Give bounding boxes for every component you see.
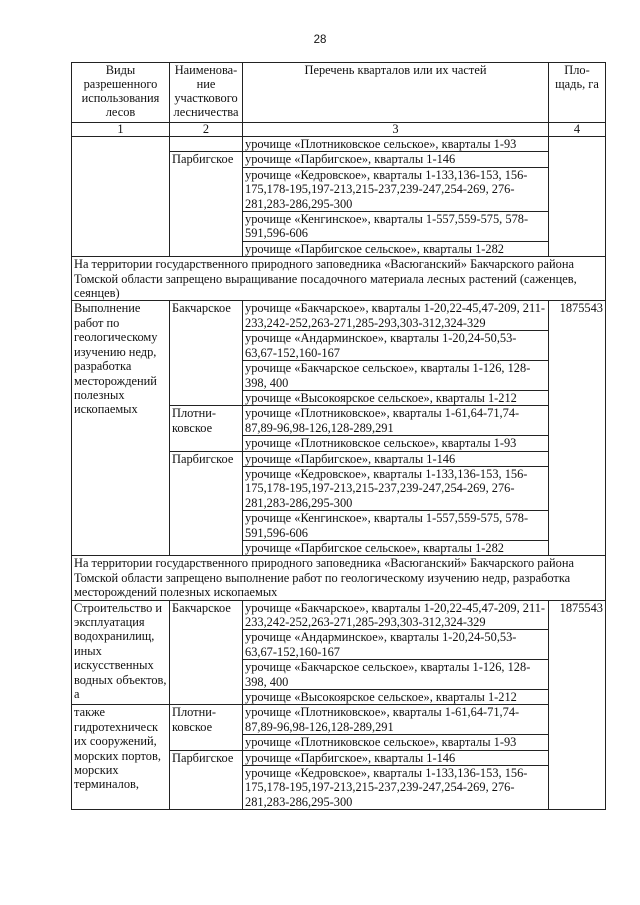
- forestry-name-cell: Парбигское: [170, 750, 243, 810]
- use-type-cell: [72, 137, 170, 257]
- table-numbering-row: [72, 123, 606, 137]
- quarters-cell: урочище «Плотниковское сельское», кварталы 1-93: [243, 436, 549, 451]
- use-type-cell: также гидротехническ их сооружений, морских портов, морских терминалов,: [72, 705, 170, 810]
- quarters-cell: урочище «Высокоярское сельское», кварталы 1-212: [243, 390, 549, 405]
- quarters-cell: урочище «Высокоярское сельское», кварталы 1-212: [243, 690, 549, 705]
- quarters-cell: урочище «Парбигское», кварталы 1-146: [243, 451, 549, 466]
- forestry-name-cell: Парбигское: [170, 152, 243, 257]
- quarters-cell: урочище «Парбигское сельское», кварталы 1-282: [243, 241, 549, 256]
- use-type-cell: Выполнение работ по геологическому изучению недр, разработка месторождений полезных ископаемых: [72, 301, 170, 556]
- column-number: 4: [549, 123, 606, 137]
- header-forestry-name: Наименова-ние участкового лесничества: [170, 63, 243, 123]
- quarters-cell: урочище «Кедровское», кварталы 1-133,136-153, 156-175,178-195,197-213,215-237,239-247,254-269, 276-281,283-286,295-300: [243, 466, 549, 510]
- quarters-cell: урочище «Бакчарское сельское», кварталы 1-126, 128-398, 400: [243, 361, 549, 391]
- quarters-cell: урочище «Плотниковское», кварталы 1-61,64-71,74-87,89-96,98-126,128-289,291: [243, 705, 549, 735]
- quarters-cell: урочище «Парбигское», кварталы 1-146: [243, 750, 549, 765]
- area-cell: [549, 137, 606, 257]
- table-row: [72, 600, 606, 630]
- forestry-name-cell: Плотни-ковское: [170, 705, 243, 750]
- column-number: 3: [243, 123, 549, 137]
- header-area: Пло-щадь, га: [549, 63, 606, 123]
- table-row: [72, 301, 606, 331]
- quarters-cell: урочище «Парбигское сельское», кварталы 1-282: [243, 540, 549, 555]
- quarters-cell: урочище «Кедровское», кварталы 1-133,136-153, 156-175,178-195,197-213,215-237,239-247,254-269, 276-281,283-286,295-300: [243, 766, 549, 810]
- forestry-name-cell: Плотни-ковское: [170, 406, 243, 451]
- area-cell: 1875543: [549, 600, 606, 810]
- quarters-cell: урочище «Кенгинское», кварталы 1-557,559-575, 578-591,596-606: [243, 511, 549, 541]
- table-note-row: [72, 556, 606, 600]
- page-number: 28: [313, 34, 327, 46]
- quarters-cell: урочище «Бакчарское», кварталы 1-20,22-45,47-209, 211-233,242-252,263-271,285-293,303-312,324-329: [243, 600, 549, 630]
- quarters-cell: урочище «Плотниковское», кварталы 1-61,64-71,74-87,89-96,98-126,128-289,291: [243, 406, 549, 436]
- forestry-name-cell: Бакчарское: [170, 600, 243, 705]
- table-note-row: [72, 257, 606, 301]
- table-header-row: [72, 63, 606, 123]
- forest-use-table: [71, 62, 606, 810]
- table-row: [72, 137, 606, 152]
- quarters-cell: урочище «Бакчарское», кварталы 1-20,22-45,47-209, 211-233,242-252,263-271,285-293,303-312,324-329: [243, 301, 549, 331]
- quarters-cell: урочище «Андарминское», кварталы 1-20,24-50,53-63,67-152,160-167: [243, 331, 549, 361]
- quarters-cell: урочище «Андарминское», кварталы 1-20,24-50,53-63,67-152,160-167: [243, 630, 549, 660]
- column-number: 1: [72, 123, 170, 137]
- quarters-cell: урочище «Плотниковское сельское», кварталы 1-93: [243, 735, 549, 750]
- restriction-note: На территории государственного природного заповедника «Васюганский» Бакчарского района Томской области запрещено выполнение работ по геологическому изучению недр, разработка месторождений полезных ископаемых: [72, 556, 606, 600]
- forestry-name-cell: Парбигское: [170, 451, 243, 556]
- restriction-note: На территории государственного природного заповедника «Васюганский» Бакчарского района Томской области запрещено выращивание посадочного материала лесных растений (саженцев, сеянцев): [72, 257, 606, 301]
- header-quarters-list: Перечень кварталов или их частей: [243, 63, 549, 123]
- forestry-name-cell: [170, 137, 243, 152]
- column-number: 2: [170, 123, 243, 137]
- area-cell: 1875543: [549, 301, 606, 556]
- quarters-cell: урочище «Плотниковское сельское», кварталы 1-93: [243, 137, 549, 152]
- header-use-type: Виды разрешенного использования лесов: [72, 63, 170, 123]
- quarters-cell: урочище «Парбигское», кварталы 1-146: [243, 152, 549, 167]
- use-type-cell: Строительство и эксплуатация водохранилищ, иных искусственных водных объектов, а: [72, 600, 170, 705]
- quarters-cell: урочище «Бакчарское сельское», кварталы 1-126, 128-398, 400: [243, 660, 549, 690]
- quarters-cell: урочище «Кенгинское», кварталы 1-557,559-575, 578-591,596-606: [243, 212, 549, 242]
- quarters-cell: урочище «Кедровское», кварталы 1-133,136-153, 156-175,178-195,197-213,215-237,239-247,254-269, 276-281,283-286,295-300: [243, 167, 549, 211]
- forestry-name-cell: Бакчарское: [170, 301, 243, 406]
- table-row: [72, 705, 606, 735]
